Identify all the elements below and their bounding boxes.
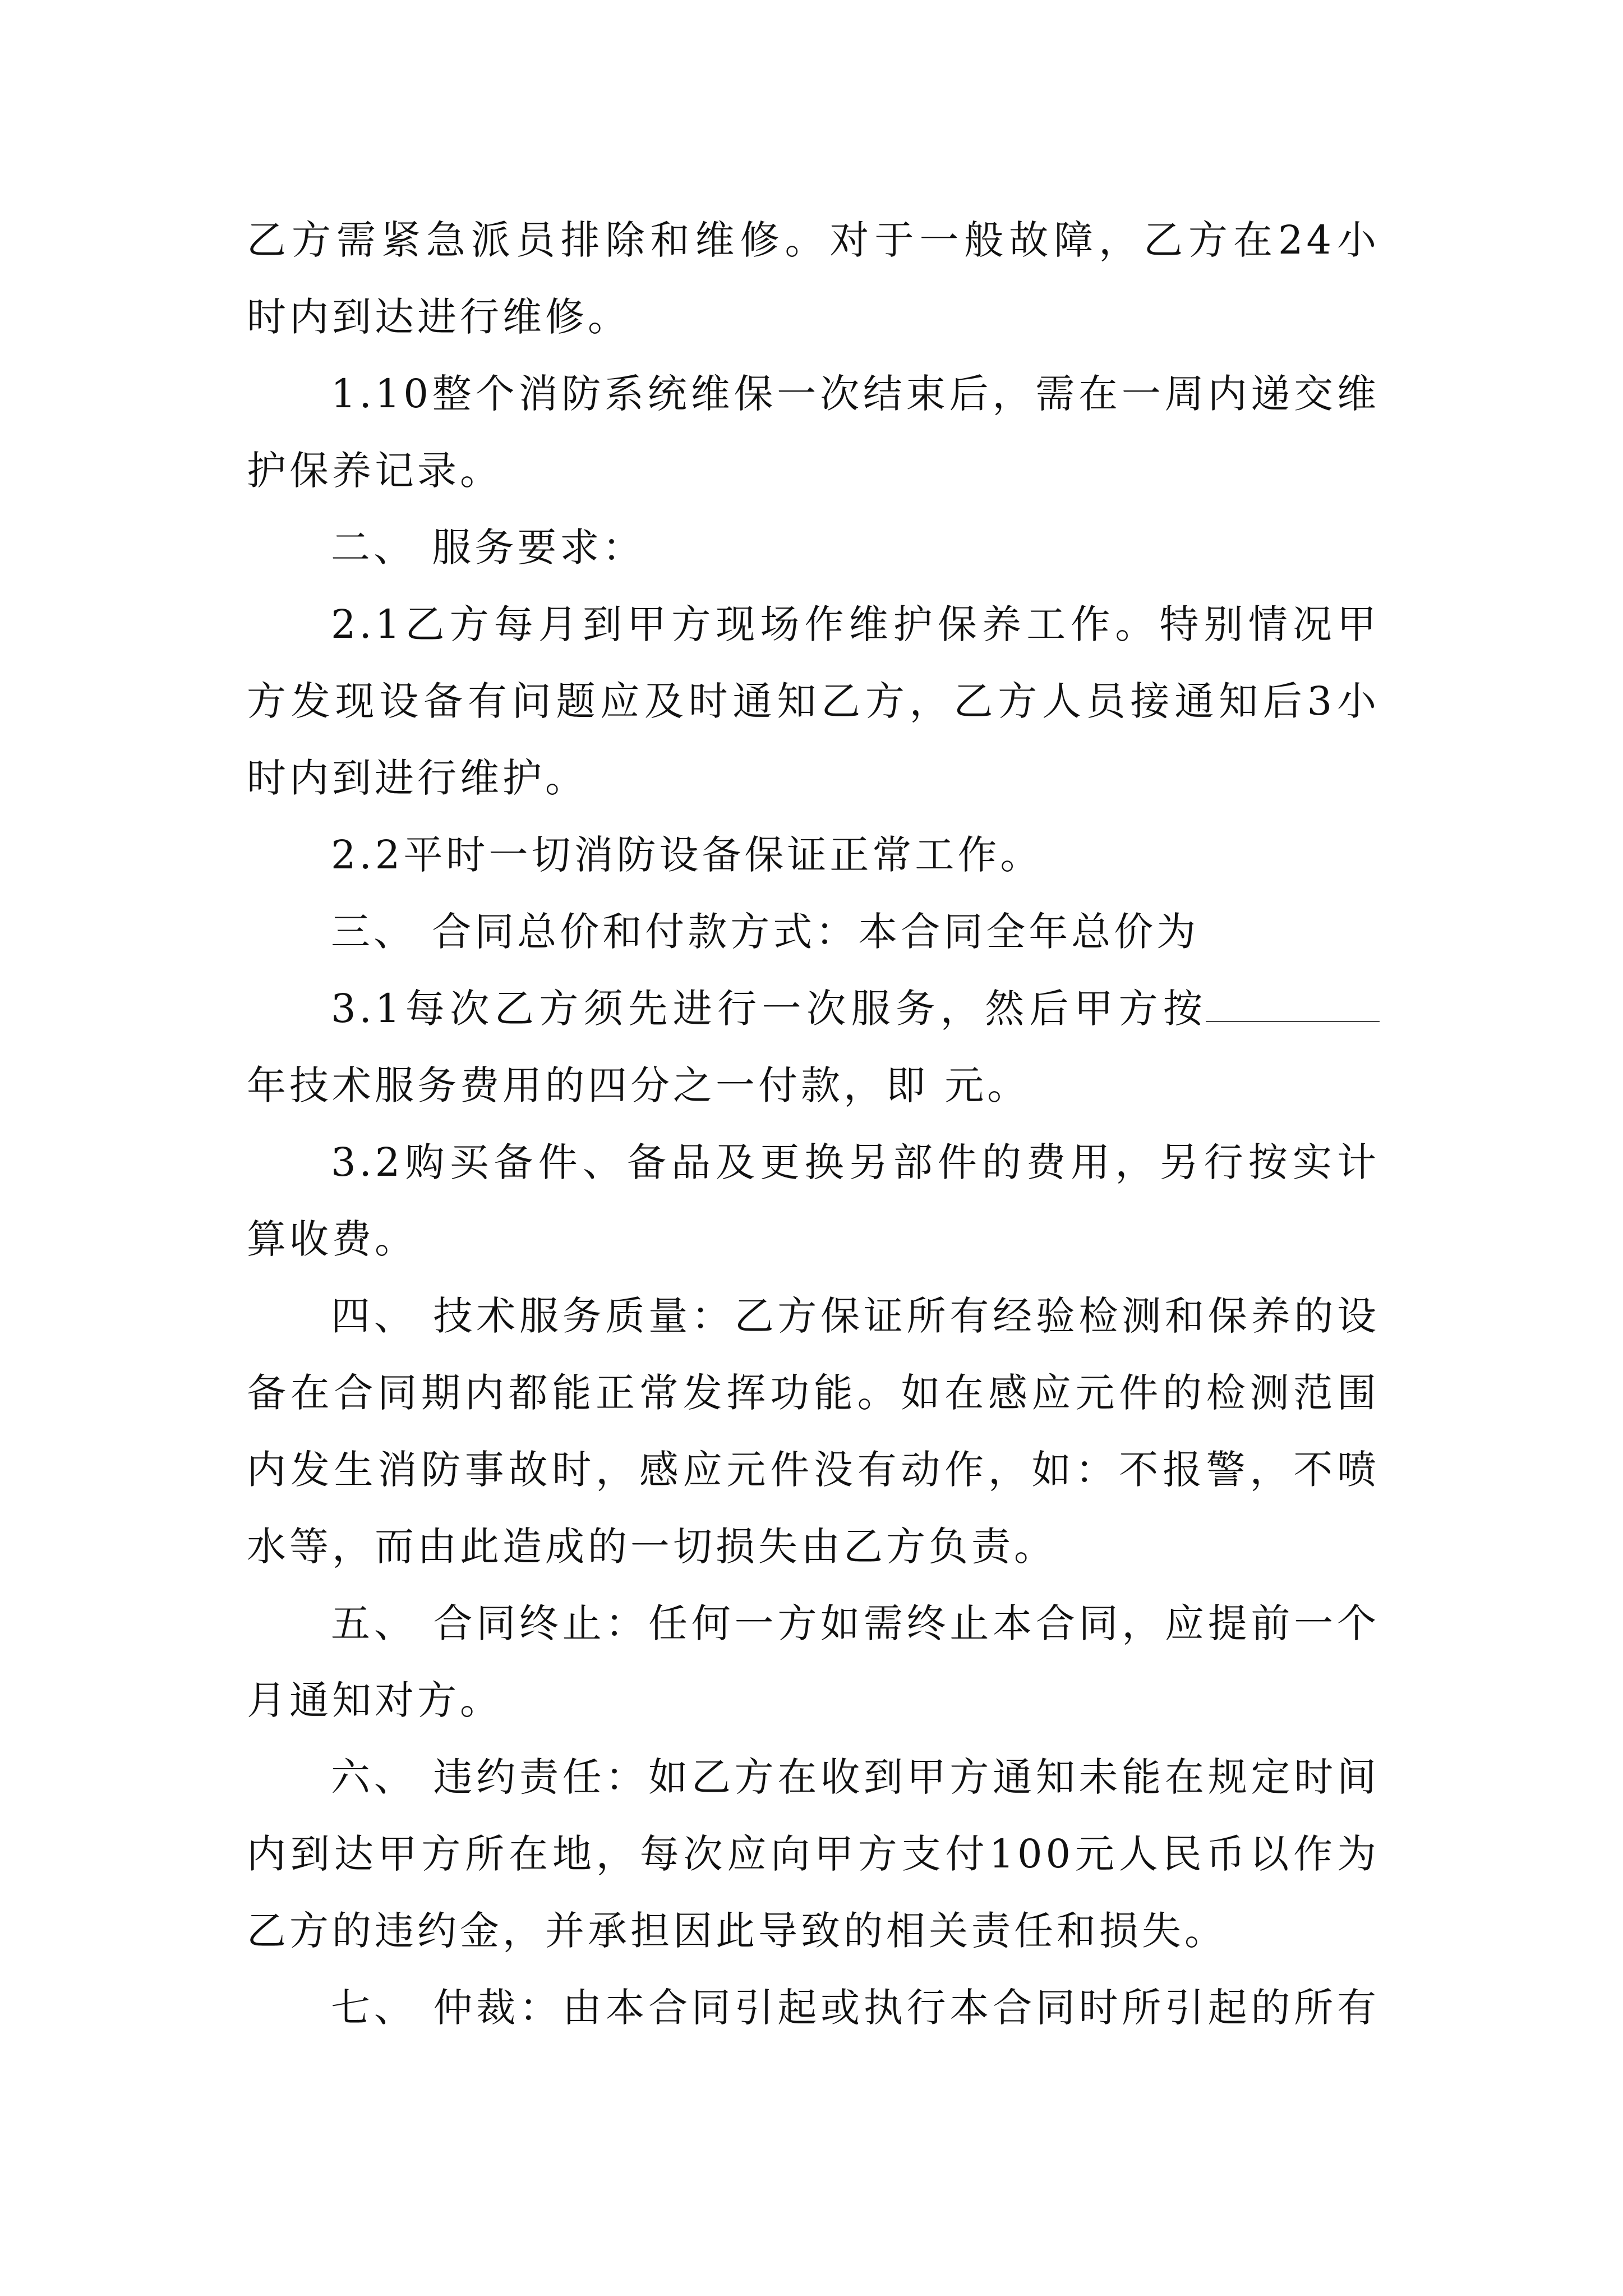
section-heading-2: 二、 服务要求：: [331, 524, 645, 570]
section-heading-7: 七、 仲裁：由本合同引起或执行本合同时所引起的所有: [331, 1985, 1380, 2031]
clause-2-1-line: 2.1乙方每月到甲方现场作维护保养工作。特别情况甲: [331, 601, 1380, 647]
document-page: [247, 202, 1380, 2046]
text-line: 算收费。: [247, 1216, 417, 1262]
clause-2-2-line: 2.2平时一切消防设备保证正常工作。: [331, 832, 1043, 878]
clause-3-1-line: [247, 970, 1380, 1047]
clause-3-1-text: 3.1每次乙方须先进行一次服务，然后甲方按: [331, 986, 1206, 1032]
fill-in-blank: [1206, 987, 1380, 1022]
section-heading-5: 五、 合同终止：任何一方如需终止本合同，应提前一个: [331, 1600, 1380, 1646]
section-heading-6: 六、 违约责任：如乙方在收到甲方通知未能在规定时间: [331, 1754, 1380, 1800]
text-line: 乙方需紧急派员排除和维修。对于一般故障，乙方在24小: [247, 217, 1380, 263]
text-line: 年技术服务费用的四分之一付款，即 元。: [247, 1062, 1030, 1108]
clause-1-10-line: 1.10整个消防系统维保一次结束后，需在一周内递交维: [331, 371, 1380, 417]
clause-3-2-line: 3.2购买备件、备品及更换另部件的费用，另行按实计: [331, 1139, 1380, 1185]
text-line: 时内到达进行维修。: [247, 294, 630, 340]
text-line: 水等，而由此造成的一切损失由乙方负责。: [247, 1524, 1057, 1570]
text-line: 内到达甲方所在地，每次应向甲方支付100元人民币以作为: [247, 1831, 1380, 1877]
text-line: 乙方的违约金，并承担因此导致的相关责任和损失。: [247, 1908, 1227, 1954]
section-heading-4: 四、 技术服务质量：乙方保证所有经验检测和保养的设: [331, 1293, 1380, 1339]
text-line: 方发现设备有问题应及时通知乙方，乙方人员接通知后3小: [247, 678, 1380, 724]
text-line: 月通知对方。: [247, 1677, 502, 1723]
text-line: 时内到进行维护。: [247, 755, 588, 801]
text-line: 内发生消防事故时，感应元件没有动作，如：不报警，不喷: [247, 1447, 1380, 1493]
text-line: 备在合同期内都能正常发挥功能。如在感应元件的检测范围: [247, 1370, 1380, 1416]
text-line: 护保养记录。: [247, 448, 502, 494]
section-heading-3: 三、 合同总价和付款方式：本合同全年总价为: [331, 909, 1200, 955]
